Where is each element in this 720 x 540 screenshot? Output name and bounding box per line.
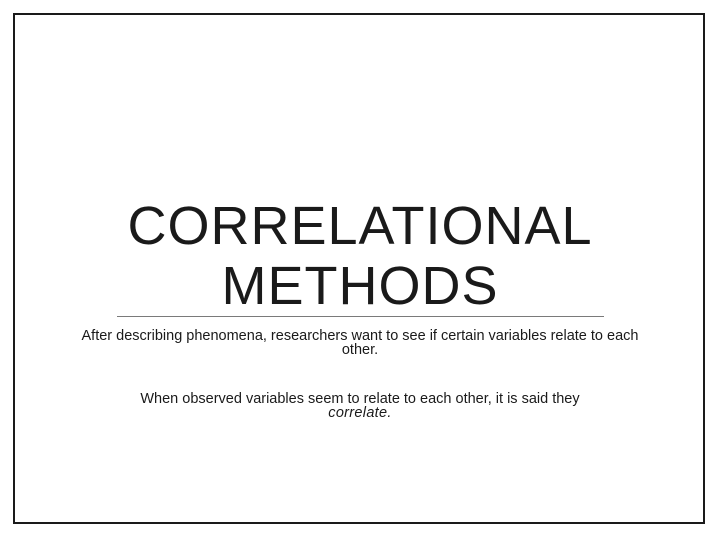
title-line-2: METHODS bbox=[221, 256, 499, 316]
slide-title bbox=[60, 196, 660, 316]
title-line-1: CORRELATIONAL bbox=[127, 196, 593, 256]
emphasized-term: correlate. bbox=[328, 405, 392, 421]
paragraph-correlate bbox=[80, 392, 640, 420]
paragraph-correlate-text: When observed variables seem to relate to each other, it is said they bbox=[140, 391, 580, 407]
title-divider bbox=[117, 316, 604, 317]
paragraph-intro: After describing phenomena, researchers want to see if certain variables relate to each other. bbox=[81, 328, 639, 358]
